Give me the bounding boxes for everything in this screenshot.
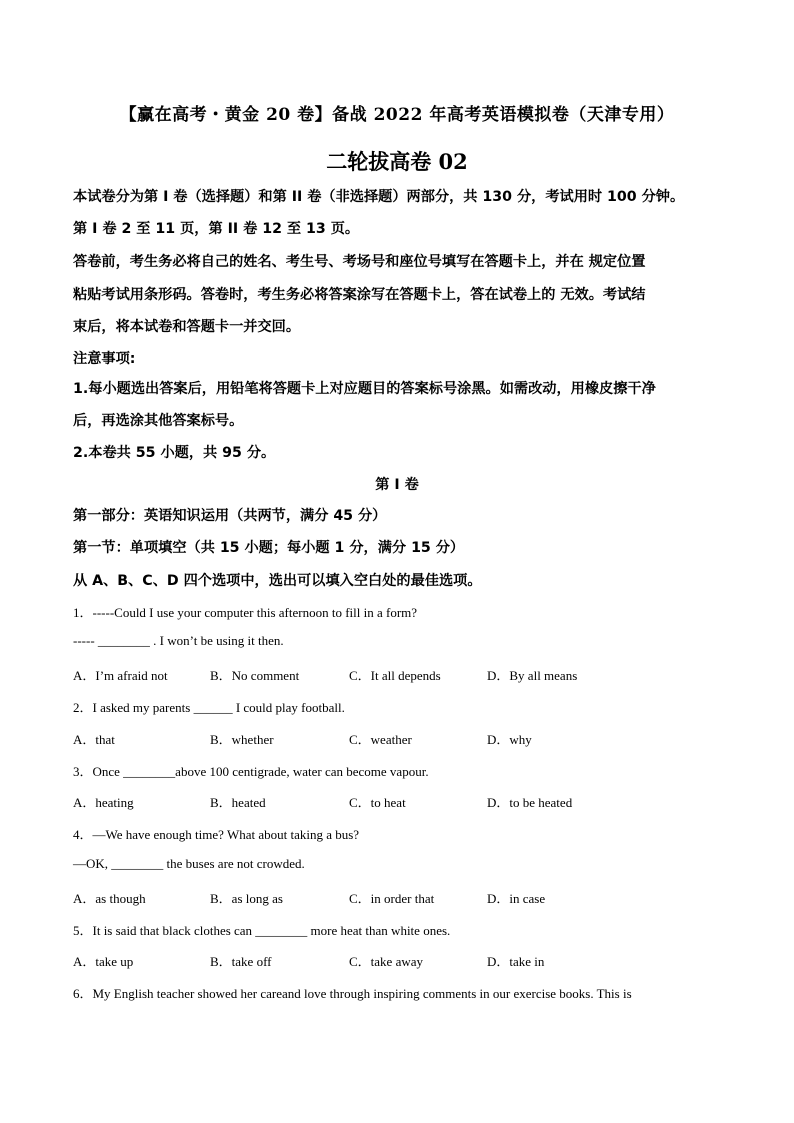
intro-line: 第 I 卷 2 至 11 页，第 II 卷 12 至 13 页。 — [73, 221, 360, 237]
intro-line: 答卷前，考生务必将自己的姓名、考生号、考场号和座位号填写在答题卡上，并在 规定位置 — [73, 254, 646, 270]
note-item: 1.每小题选出答案后，用铅笔将答题卡上对应题目的答案标号涂黑。如需改动，用橡皮擦干净 — [73, 381, 656, 397]
option-b: B．whether — [210, 732, 274, 747]
question-stem: ----- ________ . I won’t be using it then. — [73, 633, 284, 648]
question-stem: 3．Once ________above 100 centigrade, water can become vapour. — [73, 764, 429, 779]
question-stem: 2．I asked my parents ______ I could play football. — [73, 700, 345, 715]
option-c: C．in order that — [349, 891, 435, 906]
volume-heading: 第 I 卷 — [375, 477, 419, 493]
option-b: B．take off — [210, 954, 272, 969]
option-a: A．that — [73, 732, 115, 747]
option-c: C．take away — [349, 954, 424, 969]
intro-line: 粘贴考试用条形码。答卷时，考生务必将答案涂写在答题卡上，答在试卷上的 无效。考试结 — [73, 287, 646, 303]
notes-heading: 注意事项: — [73, 351, 136, 367]
option-c: C．weather — [349, 732, 412, 747]
option-c: C．to heat — [349, 795, 406, 810]
question-stem: 5．It is said that black clothes can ________ more heat than white ones. — [73, 923, 451, 938]
option-b: B．No comment — [210, 668, 300, 683]
exam-subtitle: 二轮拔高卷 02 — [326, 149, 468, 174]
note-item: 2.本卷共 55 小题，共 95 分。 — [73, 445, 276, 461]
option-d: D．why — [487, 732, 532, 747]
option-b: B．as long as — [210, 891, 283, 906]
exam-title: 【赢在高考・黄金 20 卷】备战 2022 年高考英语模拟卷（天津专用） — [119, 105, 675, 125]
subpart-heading: 第一节：单项填空（共 15 小题；每小题 1 分，满分 15 分） — [73, 540, 465, 556]
option-b: B．heated — [210, 795, 266, 810]
option-d: D．to be heated — [487, 795, 573, 810]
question-stem: —OK, ________ the buses are not crowded. — [73, 856, 305, 871]
intro-line: 束后，将本试卷和答题卡一并交回。 — [73, 319, 301, 335]
question-stem: 4．—We have enough time? What about taking a bus? — [73, 827, 360, 842]
question-stem: 6．My English teacher showed her careand love through inspiring comments in our exercise books. This is — [73, 986, 632, 1001]
part-heading: 第一部分：英语知识运用（共两节，满分 45 分） — [73, 508, 387, 524]
option-a: A．heating — [73, 795, 134, 810]
option-a: A．take up — [73, 954, 134, 969]
option-c: C．It all depends — [349, 668, 441, 683]
option-d: D．By all means — [487, 668, 578, 683]
note-item: 后，再选涂其他答案标号。 — [73, 413, 244, 429]
intro-line: 本试卷分为第 I 卷（选择题）和第 II 卷（非选择题）两部分，共 130 分，考试用时 100 分钟。 — [73, 189, 685, 205]
option-a: A．I’m afraid not — [73, 668, 168, 683]
option-a: A．as though — [73, 891, 146, 906]
question-stem: 1．-----Could I use your computer this afternoon to fill in a form? — [73, 605, 418, 620]
section-instruction: 从 A、B、C、D 四个选项中，选出可以填入空白处的最佳选项。 — [73, 573, 482, 589]
option-d: D．take in — [487, 954, 545, 969]
option-d: D．in case — [487, 891, 546, 906]
